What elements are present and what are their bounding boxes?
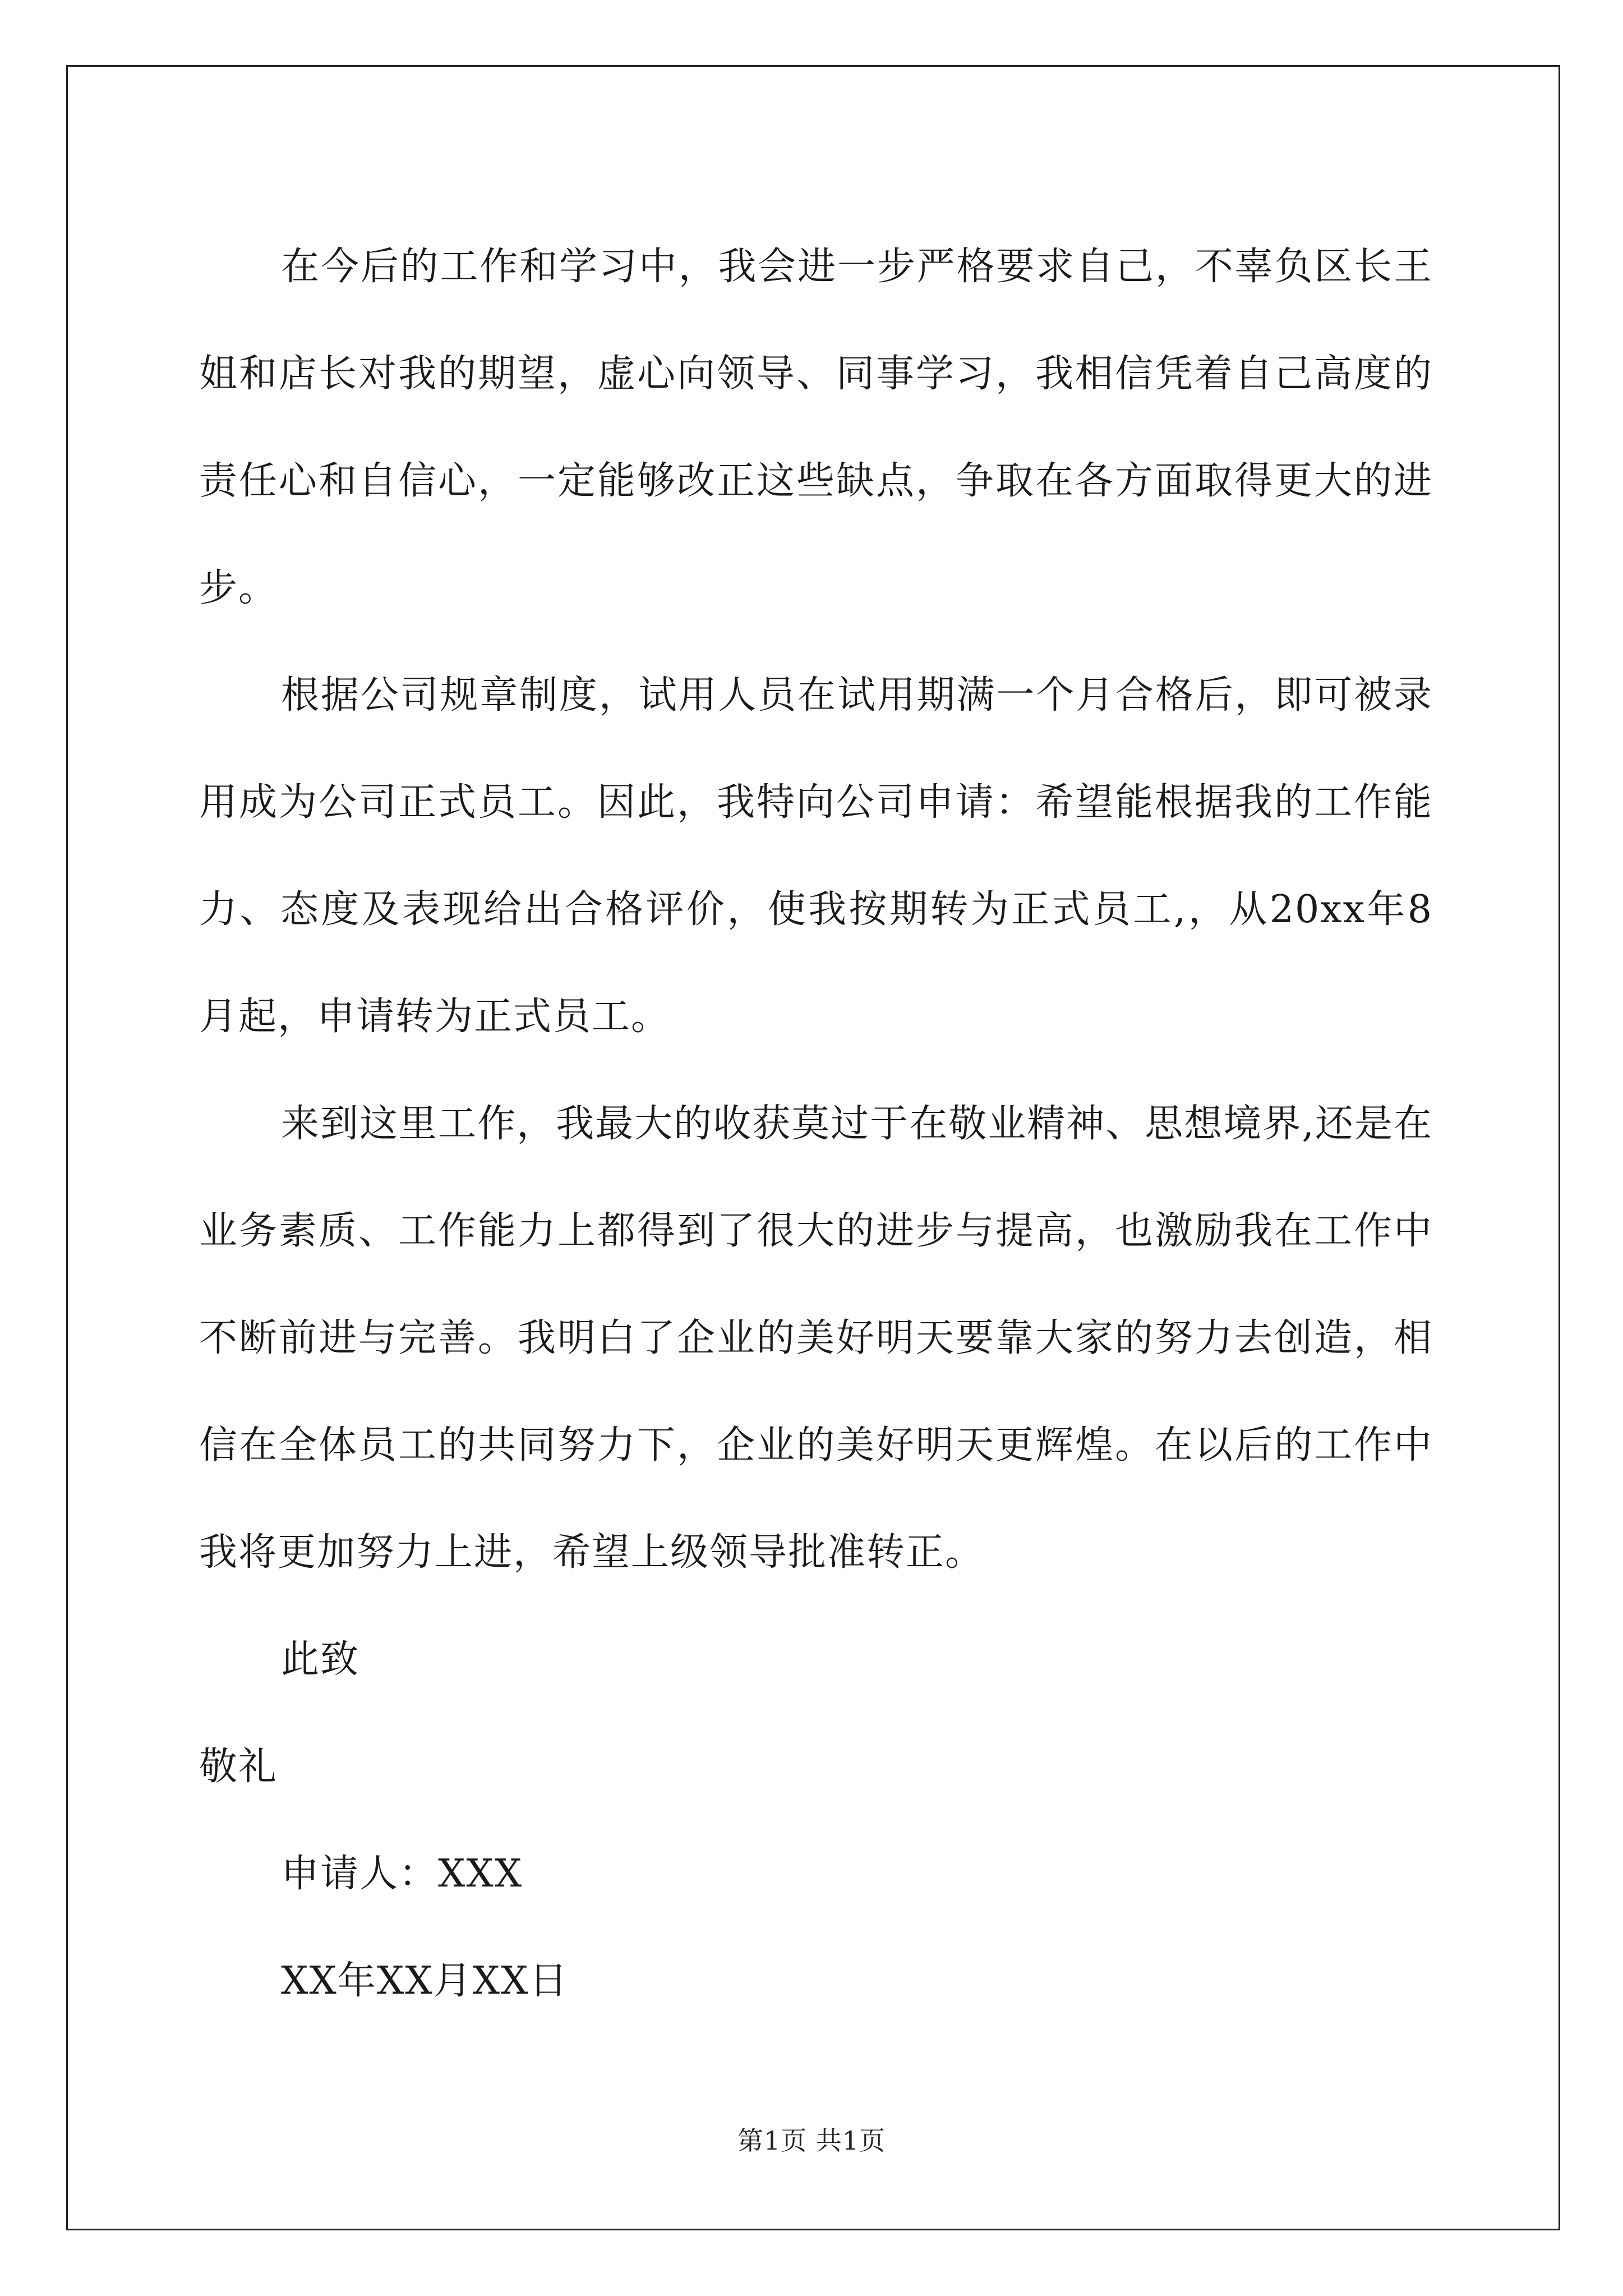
date-line: XX年XX月XX日 (281, 1959, 569, 2003)
page-number: 第1页 共1页 (737, 2125, 886, 2156)
paragraph-3: 来到这里工作，我最大的收获莫过于在敬业精神、思想境界,还是在业务素质、工作能力上都得到了很大的进步与提高，也激励我在工作中不断前进与完善。我明白了企业的美好明天要靠大家的努力去创造，相信在全体员工的共同努力下，企业的美好明天更辉煌。在以后的工作中我将更加努力上进，希望上级领导批准转正。 (199, 1102, 1433, 1575)
document-body (199, 213, 1433, 2035)
closing-text: 此致 (281, 1637, 360, 1682)
applicant-signature: 申请人：XXX (281, 1852, 523, 1896)
salutation-text: 敬礼 (199, 1745, 278, 1789)
paragraph-2: 根据公司规章制度，试用人员在试用期满一个月合格后，即可被录用成为公司正式员工。因此，我特向公司申请：希望能根据我的工作能力、态度及表现给出合格评价，使我按期转为正式员工,，从20xx年8月起，申请转为正式员工。 (199, 673, 1433, 1039)
paragraph-1: 在今后的工作和学习中，我会进一步严格要求自己，不辜负区长王姐和店长对我的期望，虚心向领导、同事学习，我相信凭着自己高度的责任心和自信心，一定能够改正这些缺点，争取在各方面取得更大的进步。 (199, 245, 1433, 610)
